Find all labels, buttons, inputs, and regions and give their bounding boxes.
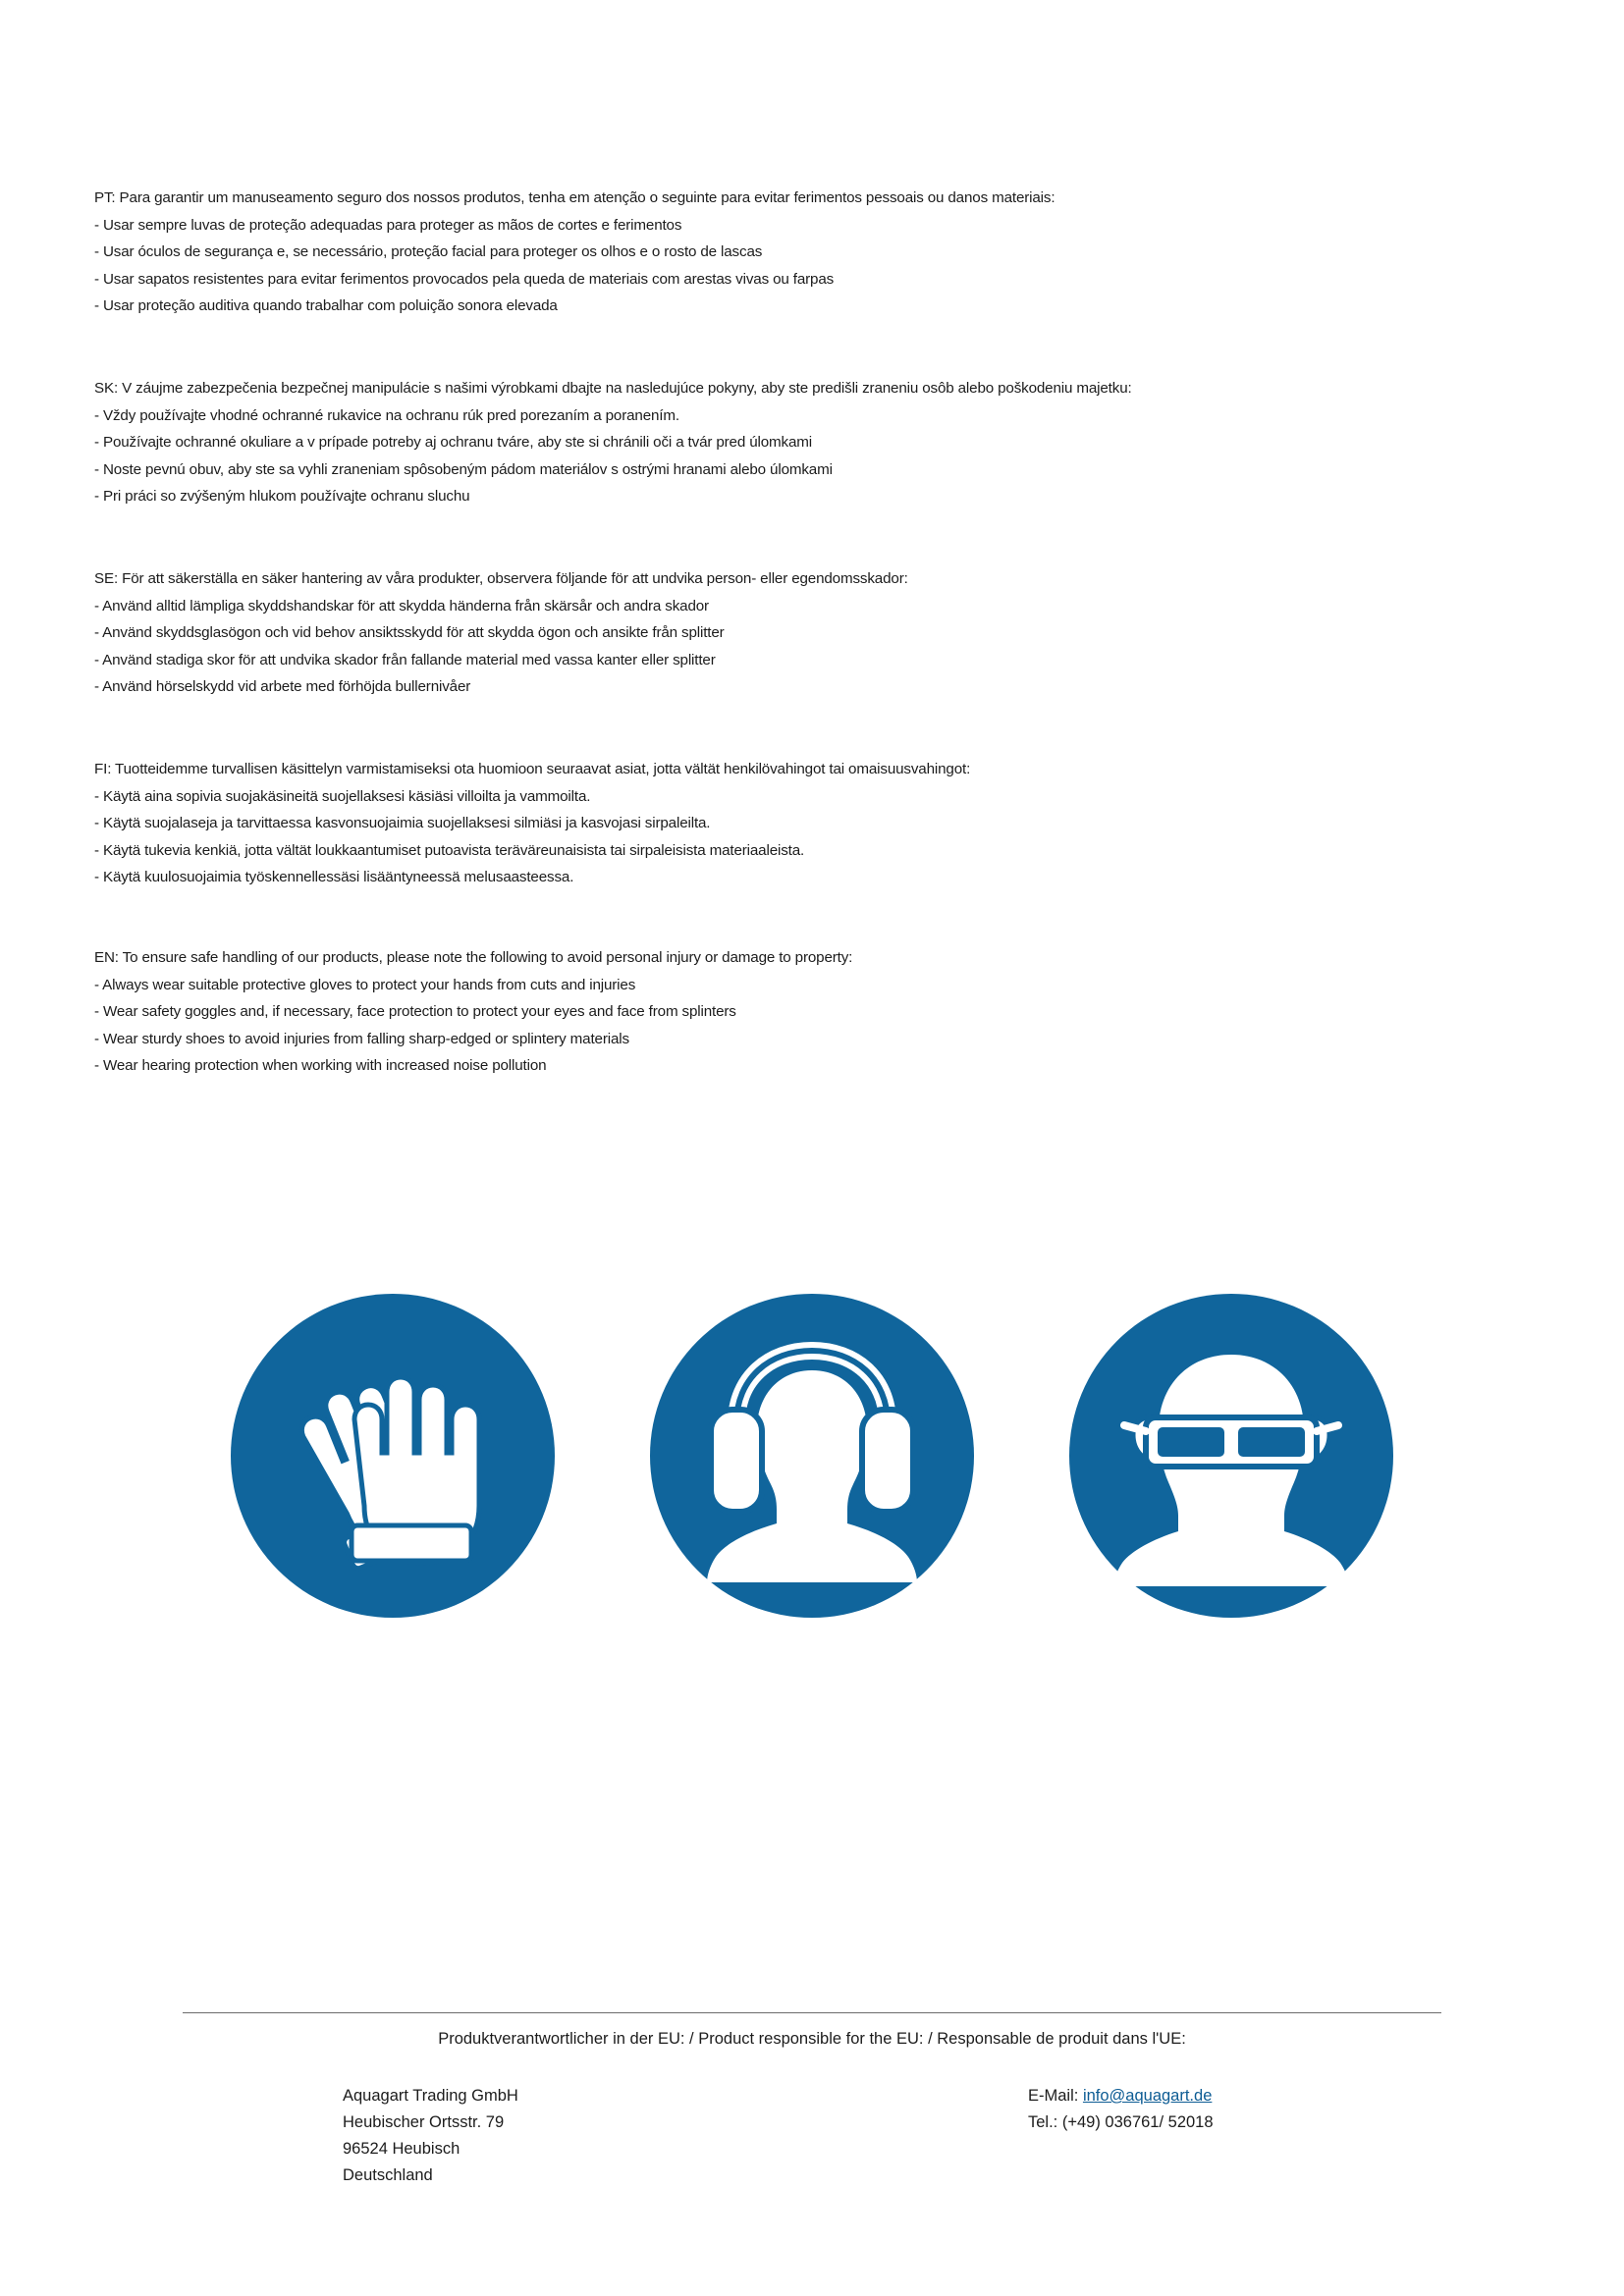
text-line: - Käytä aina sopivia suojakäsineitä suojellaksesi käsiäsi villoilta ja vammoilta. [94, 787, 591, 805]
email-row [1028, 2083, 1214, 2109]
company-name: Aquagart Trading GmbH [343, 2087, 518, 2105]
footer-title: Produktverantwortlicher in der EU: / Product responsible for the EU: / Responsable de produit dans l'UE: [438, 2030, 1186, 2048]
text-line: - Käytä suojalaseja ja tarvittaessa kasvonsuojaimia suojellaksesi silmiäsi ja kasvojasi sirpaleilta. [94, 815, 711, 831]
text-line: - Always wear suitable protective gloves to protect your hands from cuts and injuries [94, 976, 636, 993]
text-line: SE: För att säkerställa en säker hantering av våra produkter, observera följande för att undvika person- eller egendomsskador: [94, 570, 908, 587]
text-line: - Käytä tukevia kenkiä, jotta vältät loukkaantumiset putoavista teräväreunaisista tai sirpaleisista materiaaleista. [94, 841, 805, 859]
company-address [343, 2083, 518, 2189]
text-line: PT: Para garantir um manuseamento seguro dos nossos produtos, tenha em atenção o seguinte para evitar ferimentos pessoais ou danos materiais: [94, 189, 1056, 206]
text-line: - Wear sturdy shoes to avoid injuries from falling sharp-edged or splintery materials [94, 1030, 629, 1047]
wear-protective-gloves-icon [231, 1294, 555, 1618]
pictogram-row [0, 1294, 1624, 1618]
country-address: Deutschland [343, 2166, 433, 2184]
text-line: - Wear hearing protection when working with increased noise pollution [94, 1057, 547, 1074]
text-line: - Använd stadiga skor för att undvika skador från fallande material med vassa kanter eller splitter [94, 651, 716, 668]
text-line: - Používajte ochranné okuliare a v prípade potreby aj ochranu tváre, aby ste si chránili oči a tvár pred úlomkami [94, 434, 812, 451]
phone-number: (+49) 036761/ 52018 [1061, 2113, 1214, 2131]
phone-label: Tel.: [1028, 2113, 1058, 2131]
text-line: - Vždy používajte vhodné ochranné rukavice na ochranu rúk pred porezaním a poranením. [94, 406, 679, 424]
text-line: - Usar proteção auditiva quando trabalhar com poluição sonora elevada [94, 297, 558, 314]
text-line: - Usar sapatos resistentes para evitar ferimentos provocados pela queda de materiais com arestas vivas ou farpas [94, 270, 835, 288]
text-line: - Usar sempre luvas de proteção adequadas para proteger as mãos de cortes e ferimentos [94, 216, 682, 234]
wear-eye-protection-icon [1069, 1294, 1393, 1618]
text-line: - Usar óculos de segurança e, se necessário, proteção facial para proteger os olhos e o rosto de lascas [94, 243, 763, 260]
text-line: - Använd hörselskydd vid arbete med förhöjda bullernivåer [94, 678, 471, 695]
text-line: - Använd skyddsglasögon och vid behov ansiktsskydd för att skydda ögon och ansikte från splitter [94, 624, 725, 641]
email-link[interactable]: info@aquagart.de [1082, 2087, 1213, 2105]
text-line: - Käytä kuulosuojaimia työskennellessäsi lisääntyneessä melusaasteessa. [94, 869, 574, 885]
text-line: SK: V záujme zabezpečenia bezpečnej manipulácie s našimi výrobkami dbajte na nasledujúce pokyny, aby ste predišli zraneniu osôb alebo poškodeniu majetku: [94, 380, 1132, 397]
city-address: 96524 Heubisch [343, 2140, 460, 2158]
footer-divider [183, 2012, 1441, 2013]
safety-instructions-en [94, 944, 1489, 1080]
phone-row [1028, 2109, 1214, 2136]
wear-ear-protection-icon [650, 1294, 974, 1618]
text-line: - Noste pevnú obuv, aby ste sa vyhli zraneniam spôsobeným pádom materiálov s ostrými hranami alebo úlomkami [94, 460, 833, 478]
text-line: - Wear safety goggles and, if necessary, face protection to protect your eyes and face from splinters [94, 1003, 736, 1020]
text-line: EN: To ensure safe handling of our products, please note the following to avoid personal injury or damage to property: [94, 949, 853, 966]
safety-instructions-sk [94, 375, 1489, 510]
email-label: E-Mail: [1028, 2087, 1079, 2105]
street-address: Heubischer Ortsstr. 79 [343, 2113, 505, 2131]
text-line: FI: Tuotteidemme turvallisen käsittelyn varmistamiseksi ota huomioon seuraavat asiat, jotta vältät henkilövahingot tai omaisuusvahingot: [94, 761, 971, 777]
safety-instructions-fi [94, 756, 1489, 891]
text-line: - Pri práci so zvýšeným hlukom používajte ochranu sluchu [94, 488, 470, 505]
safety-instructions-pt [94, 185, 1489, 320]
contact-details [1028, 2083, 1214, 2136]
text-line: - Använd alltid lämpliga skyddshandskar för att skydda händerna från skärsår och andra skador [94, 597, 709, 614]
safety-instructions-se [94, 565, 1489, 701]
